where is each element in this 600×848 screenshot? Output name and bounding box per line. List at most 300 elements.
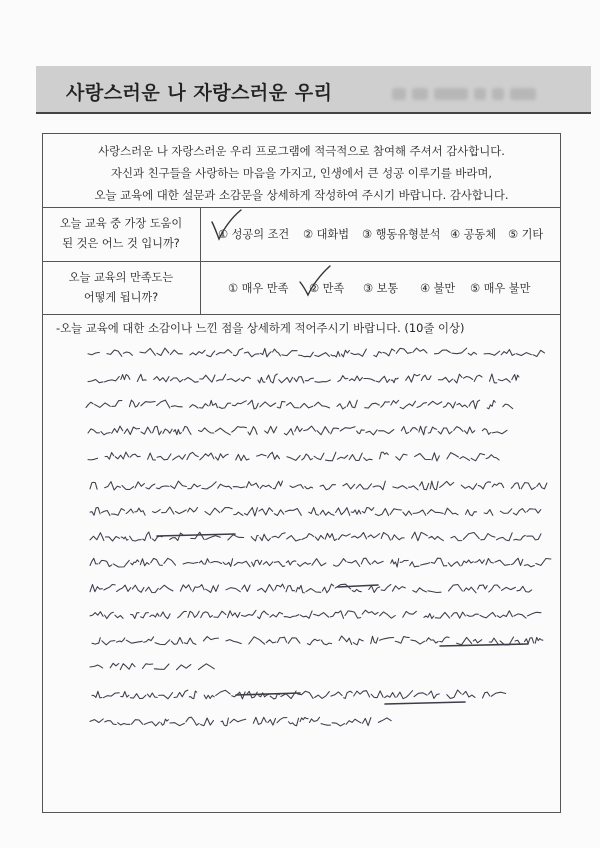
handwriting-glyph [103, 693, 119, 698]
handwriting-glyph [483, 692, 490, 698]
handwriting-glyph [429, 536, 444, 540]
handwriting-glyph [449, 585, 463, 592]
handwriting-glyph [277, 401, 285, 408]
handwriting-glyph [277, 718, 287, 723]
handwriting-glyph [216, 350, 232, 355]
handwriting-glyph [258, 377, 265, 383]
handwriting-glyph [140, 559, 149, 566]
handwriting-glyph [344, 691, 353, 698]
handwriting-glyph [288, 638, 300, 644]
handwriting-glyph [92, 691, 102, 698]
handwriting-glyph [204, 695, 214, 699]
handwriting-glyph [305, 378, 313, 381]
handwriting-glyph [102, 641, 115, 645]
handwriting-glyph [217, 374, 226, 381]
handwriting-glyph [234, 561, 250, 567]
handwriting-glyph [331, 692, 342, 696]
question1-option-1[interactable]: ① 성공의 조건 [218, 228, 290, 241]
handwriting-glyph [121, 375, 130, 380]
handwriting-glyph [528, 612, 541, 616]
handwriting-glyph [396, 454, 407, 460]
handwriting-glyph [86, 402, 93, 407]
handwriting-glyph [428, 427, 436, 433]
handwriting-glyph [90, 719, 103, 723]
handwriting-glyph [314, 453, 324, 459]
handwriting-glyph [330, 611, 343, 619]
handwriting-glyph [428, 591, 441, 593]
question3-prompt: -오늘 교육에 대한 소감이나 느낀 점을 상세하게 적어주시기 바랍니다. (10줄 이상) [56, 321, 465, 335]
handwriting-glyph [206, 585, 219, 592]
handwriting-glyph [365, 403, 380, 408]
handwriting-glyph [183, 562, 198, 564]
handwriting-glyph [429, 691, 440, 699]
handwriting-glyph [260, 534, 271, 541]
handwriting-glyph [501, 350, 515, 356]
handwriting-glyph [244, 352, 259, 357]
handwriting-glyph [411, 640, 425, 644]
handwriting-glyph [117, 585, 131, 592]
handwriting-glyph [157, 454, 171, 460]
handwriting-glyph [497, 611, 512, 618]
handwriting-glyph [242, 610, 257, 616]
handwriting-glyph [188, 484, 201, 489]
handwriting-glyph [385, 693, 396, 698]
handwriting-glyph [302, 534, 314, 540]
handwriting-glyph [380, 452, 389, 459]
handwriting-glyph [440, 637, 449, 642]
handwriting-glyph [90, 665, 103, 668]
handwriting-glyph [348, 561, 360, 567]
question2-option-2[interactable]: ② 만족 [309, 282, 345, 295]
handwriting-glyph [536, 559, 551, 566]
handwriting-glyph [315, 380, 331, 382]
handwriting-glyph [535, 637, 543, 643]
handwriting-glyph [148, 453, 156, 460]
handwriting-glyph [88, 458, 98, 460]
handwriting-glyph [314, 613, 329, 618]
handwriting-glyph [361, 558, 370, 564]
handwriting-glyph [105, 612, 114, 618]
handwriting-glyph [474, 375, 482, 381]
handwriting-glyph [230, 719, 246, 723]
handwriting-glyph [454, 374, 462, 383]
handwriting-glyph [424, 614, 434, 619]
handwriting-glyph [390, 509, 401, 515]
handwriting-glyph [286, 561, 296, 565]
intro-line: 오늘 교육에 대한 설문과 소감문을 상세하게 작성하여 주시기 바랍니다. 감사합니다. [94, 188, 509, 202]
handwriting-glyph [296, 585, 304, 593]
handwriting-glyph [339, 636, 352, 644]
handwriting-glyph [141, 427, 151, 434]
handwriting-glyph [409, 486, 419, 490]
handwriting-glyph [153, 510, 161, 513]
handwriting-glyph [287, 456, 300, 461]
handwriting-glyph [131, 560, 139, 565]
handwriting-glyph [465, 427, 475, 434]
handwriting-glyph [124, 427, 139, 435]
handwriting-glyph [153, 426, 162, 435]
handwriting-strokes [86, 348, 551, 726]
handwriting-glyph [221, 718, 228, 726]
handwriting-glyph [469, 400, 480, 409]
handwriting-glyph [115, 452, 128, 459]
handwriting-glyph [171, 406, 182, 407]
handwriting-glyph [157, 400, 170, 408]
handwriting-glyph [502, 587, 516, 590]
handwriting-glyph [410, 562, 419, 567]
question2-option-4[interactable]: ④ 불만 [420, 282, 456, 295]
handwriting-glyph [115, 615, 123, 618]
handwriting-glyph [393, 486, 407, 489]
handwriting-glyph [299, 352, 314, 357]
handwriting-glyph [233, 348, 242, 356]
handwriting-glyph [401, 427, 409, 434]
handwriting-glyph [378, 718, 391, 723]
handwriting-glyph [266, 640, 276, 643]
handwriting-glyph [374, 352, 382, 357]
handwriting-glyph [258, 611, 269, 619]
handwriting-glyph [185, 378, 199, 383]
handwriting-glyph [466, 510, 477, 516]
handwriting-glyph [421, 563, 430, 565]
handwriting-glyph [366, 430, 377, 435]
handwriting-glyph [517, 586, 532, 592]
handwriting-glyph [490, 374, 497, 383]
handwriting-glyph [126, 509, 133, 514]
handwriting-glyph [90, 612, 103, 617]
handwriting-glyph [464, 377, 473, 380]
handwriting-glyph [484, 510, 493, 516]
handwriting-glyph [473, 639, 482, 642]
handwriting-glyph [307, 639, 319, 645]
handwriting-glyph [281, 691, 296, 699]
handwriting-glyph [228, 535, 244, 540]
handwriting-glyph [290, 485, 303, 489]
handwriting-glyph [188, 508, 198, 512]
handwriting-glyph [403, 511, 412, 516]
handwriting-glyph [116, 638, 124, 642]
handwriting-glyph [218, 484, 232, 489]
handwriting-glyph [331, 351, 340, 357]
handwriting-glyph [325, 533, 337, 540]
handwriting-glyph [284, 615, 299, 618]
handwriting-glyph [403, 611, 417, 617]
handwriting-glyph [287, 402, 299, 407]
strikethrough-mark [385, 702, 465, 704]
handwriting-glyph [200, 453, 214, 460]
handwriting-glyph [198, 664, 214, 670]
intro-line: 사랑스러운 나 자랑스러운 우리 프로그램에 적극적으로 참여해 주셔서 감사합니다. [98, 144, 505, 158]
handwriting-glyph [315, 353, 330, 357]
handwriting-glyph [90, 558, 98, 565]
handwriting-glyph [107, 350, 122, 356]
handwriting-glyph [189, 691, 196, 699]
handwriting-glyph [487, 400, 495, 408]
handwriting-glyph [524, 565, 534, 567]
handwriting-glyph [481, 534, 495, 540]
handwriting-glyph [421, 375, 431, 380]
handwriting-glyph [430, 481, 438, 489]
handwriting-glyph [105, 453, 114, 460]
intro-line: 자신과 친구들을 사랑하는 마음을 가지고, 인생에서 큰 성공 이루기를 바라며, [111, 166, 492, 180]
handwriting-glyph [190, 350, 205, 355]
handwriting-glyph [110, 663, 119, 668]
handwriting-glyph [400, 560, 408, 562]
handwriting-glyph [310, 717, 320, 722]
handwriting-glyph [512, 375, 519, 381]
handwriting-glyph [468, 352, 476, 355]
handwriting-glyph [211, 562, 222, 564]
handwriting-glyph [527, 509, 541, 513]
handwriting-glyph [480, 612, 496, 618]
handwriting-glyph [415, 454, 431, 460]
handwriting-glyph [246, 482, 258, 488]
handwriting-glyph [338, 376, 348, 382]
handwriting-glyph [363, 718, 371, 726]
handwriting-glyph [305, 486, 313, 488]
handwriting-glyph [431, 558, 447, 566]
handwriting-glyph [236, 454, 249, 460]
handwriting-glyph [105, 721, 116, 725]
handwriting-glyph [249, 637, 265, 644]
handwriting-glyph [90, 482, 97, 489]
handwriting-glyph [462, 560, 474, 566]
handwriting-glyph [272, 533, 285, 538]
handwriting-glyph [337, 404, 346, 409]
handwriting-glyph [482, 429, 491, 435]
handwriting-glyph [171, 481, 187, 489]
handwriting-glyph [104, 585, 115, 591]
handwriting-glyph [391, 400, 399, 405]
handwriting-glyph [457, 637, 472, 644]
handwriting-glyph [199, 428, 214, 433]
handwriting-glyph [279, 377, 293, 383]
question1-option-3[interactable]: ③ 행동유형분석 [362, 228, 441, 241]
handwriting-glyph [381, 533, 390, 541]
handwriting-glyph [297, 562, 310, 566]
handwriting-glyph [199, 559, 209, 564]
handwriting-glyph [157, 348, 169, 355]
handwriting-glyph [447, 690, 461, 699]
handwriting-glyph [372, 561, 383, 564]
handwriting-glyph [183, 426, 191, 434]
handwriting-glyph [101, 432, 110, 435]
handwriting-glyph [420, 482, 429, 490]
handwriting-glyph [345, 611, 361, 618]
handwriting-glyph [140, 348, 156, 355]
handwriting-glyph [349, 376, 362, 381]
handwriting-glyph [186, 717, 199, 725]
handwriting-glyph [130, 536, 142, 541]
handwriting-glyph [478, 585, 488, 589]
handwriting-glyph [152, 536, 162, 541]
handwriting-glyph [340, 427, 355, 431]
handwriting-glyph [306, 589, 321, 593]
handwriting-glyph [268, 719, 276, 726]
handwriting-glyph [426, 638, 438, 643]
handwriting-glyph [369, 586, 380, 593]
handwriting-glyph [173, 455, 186, 460]
question1-option-5[interactable]: ⑤ 기타 [508, 228, 544, 241]
handwriting-glyph [200, 404, 209, 408]
handwriting-glyph [215, 428, 230, 435]
handwriting-glyph [118, 723, 130, 725]
question1-option-4[interactable]: ④ 공동체 [450, 228, 497, 241]
question1-option-2[interactable]: ② 대화법 [303, 228, 350, 241]
handwriting-glyph [352, 533, 367, 539]
handwriting-glyph [88, 380, 103, 383]
handwriting-glyph [90, 508, 100, 516]
handwriting-glyph [260, 485, 271, 488]
handwriting-glyph [141, 402, 155, 406]
handwriting-glyph [207, 351, 215, 357]
handwriting-glyph [419, 426, 427, 435]
handwriting-glyph [351, 349, 366, 356]
handwriting-glyph [177, 665, 191, 670]
handwriting-glyph [146, 484, 155, 489]
handwriting-glyph [395, 637, 409, 644]
handwriting-glyph [333, 559, 346, 567]
handwriting-glyph [287, 536, 301, 541]
handwriting-glyph [161, 612, 171, 619]
handwriting-glyph [489, 585, 500, 592]
handwriting-glyph [445, 508, 458, 515]
handwriting-glyph [201, 612, 213, 618]
handwriting-glyph [201, 718, 214, 726]
handwriting-glyph [234, 512, 243, 515]
strikethrough-mark [236, 693, 300, 695]
handwriting-glyph [338, 534, 350, 540]
handwriting-glyph [300, 611, 312, 618]
handwriting-glyph [143, 532, 151, 541]
handwriting-glyph [486, 455, 499, 460]
handwriting-glyph [141, 613, 149, 618]
handwriting-glyph [223, 559, 233, 567]
question1-label-line: 된 것은 어느 것 입니까? [62, 237, 180, 250]
handwriting-glyph [123, 352, 132, 355]
strikethrough-mark [157, 534, 235, 536]
handwriting-glyph [132, 585, 144, 592]
handwriting-glyph [221, 508, 232, 512]
handwriting-glyph [170, 723, 185, 726]
handwriting-glyph [497, 533, 513, 541]
handwriting-glyph [248, 427, 257, 435]
question2-option-3[interactable]: ③ 보통 [363, 282, 399, 295]
handwriting-glyph [90, 533, 104, 541]
handwriting-glyph [432, 453, 440, 461]
handwriting-glyph [321, 724, 331, 726]
handwriting-glyph [461, 484, 477, 490]
handwriting-glyph [379, 638, 393, 641]
handwriting-glyph [451, 612, 465, 618]
handwriting-glyph [228, 611, 241, 618]
handwriting-glyph [309, 508, 319, 516]
handwriting-glyph [341, 350, 349, 357]
handwriting-glyph [171, 638, 182, 645]
handwriting-glyph [371, 691, 383, 698]
handwriting-glyph [537, 483, 547, 489]
handwriting-glyph [105, 482, 121, 490]
handwriting-glyph [248, 400, 258, 409]
handwriting-glyph [268, 452, 280, 459]
handwriting-glyph [413, 510, 426, 515]
handwriting-glyph [154, 664, 169, 669]
handwriting-glyph [170, 533, 184, 541]
handwriting-glyph [112, 509, 125, 516]
handwriting-glyph [397, 691, 413, 699]
handwriting-glyph [135, 482, 144, 488]
handwriting-glyph [113, 560, 129, 567]
handwriting-glyph [191, 532, 205, 539]
handwriting-glyph [321, 640, 331, 645]
handwriting-glyph [464, 587, 476, 593]
handwriting-glyph [380, 612, 396, 618]
handwriting-glyph [155, 640, 170, 645]
question2-label-line: 어떻게 됩니까? [83, 291, 159, 304]
handwriting-glyph [336, 508, 350, 516]
handwriting-glyph [525, 638, 534, 644]
handwriting-glyph [417, 403, 427, 408]
handwriting-glyph [144, 722, 159, 726]
handwriting-glyph [252, 560, 262, 566]
handwriting-glyph [320, 485, 335, 490]
handwriting-glyph [144, 637, 154, 643]
handwriting-glyph [495, 560, 510, 565]
handwriting-glyph [337, 455, 347, 459]
handwriting-glyph [233, 487, 245, 488]
handwriting-glyph [514, 535, 526, 540]
handwriting-glyph [460, 457, 470, 461]
question2-option-1[interactable]: ① 매우 만족 [228, 282, 289, 295]
handwriting-glyph [312, 559, 326, 566]
handwriting-glyph [500, 509, 512, 514]
handwriting-glyph [322, 584, 333, 593]
handwriting-glyph [180, 585, 191, 591]
handwriting-glyph [171, 378, 184, 382]
question2-option-5[interactable]: ⑤ 매우 불만 [470, 282, 531, 295]
handwriting-glyph [304, 426, 316, 431]
handwriting-glyph [347, 400, 357, 408]
handwriting-glyph [219, 403, 231, 408]
handwriting-glyph [498, 379, 510, 383]
handwriting-glyph [295, 426, 302, 432]
handwriting-glyph [320, 510, 334, 515]
handwriting-glyph [137, 374, 146, 381]
handwriting-glyph [286, 586, 295, 592]
handwriting-glyph [454, 427, 463, 432]
handwriting-glyph [232, 401, 246, 406]
handwriting-glyph [206, 536, 221, 540]
handwriting-glyph [162, 507, 174, 514]
handwriting-glyph [346, 719, 361, 724]
handwriting-glyph [202, 482, 216, 489]
handwriting-glyph [463, 533, 479, 540]
handwriting-glyph [121, 537, 128, 540]
handwriting-glyph [159, 693, 173, 699]
handwriting-glyph [130, 694, 146, 699]
handwriting-glyph [377, 376, 390, 382]
handwriting-glyph [193, 585, 204, 592]
handwriting-glyph [392, 535, 404, 540]
handwriting-glyph [527, 534, 541, 540]
handwriting-glyph [187, 452, 198, 459]
handwriting-glyph [353, 639, 363, 645]
handwriting-glyph [261, 348, 272, 357]
handwriting-glyph [245, 508, 258, 516]
handwriting-glyph [251, 536, 258, 541]
handwriting-glyph [533, 350, 545, 356]
handwriting-glyph [274, 562, 285, 567]
